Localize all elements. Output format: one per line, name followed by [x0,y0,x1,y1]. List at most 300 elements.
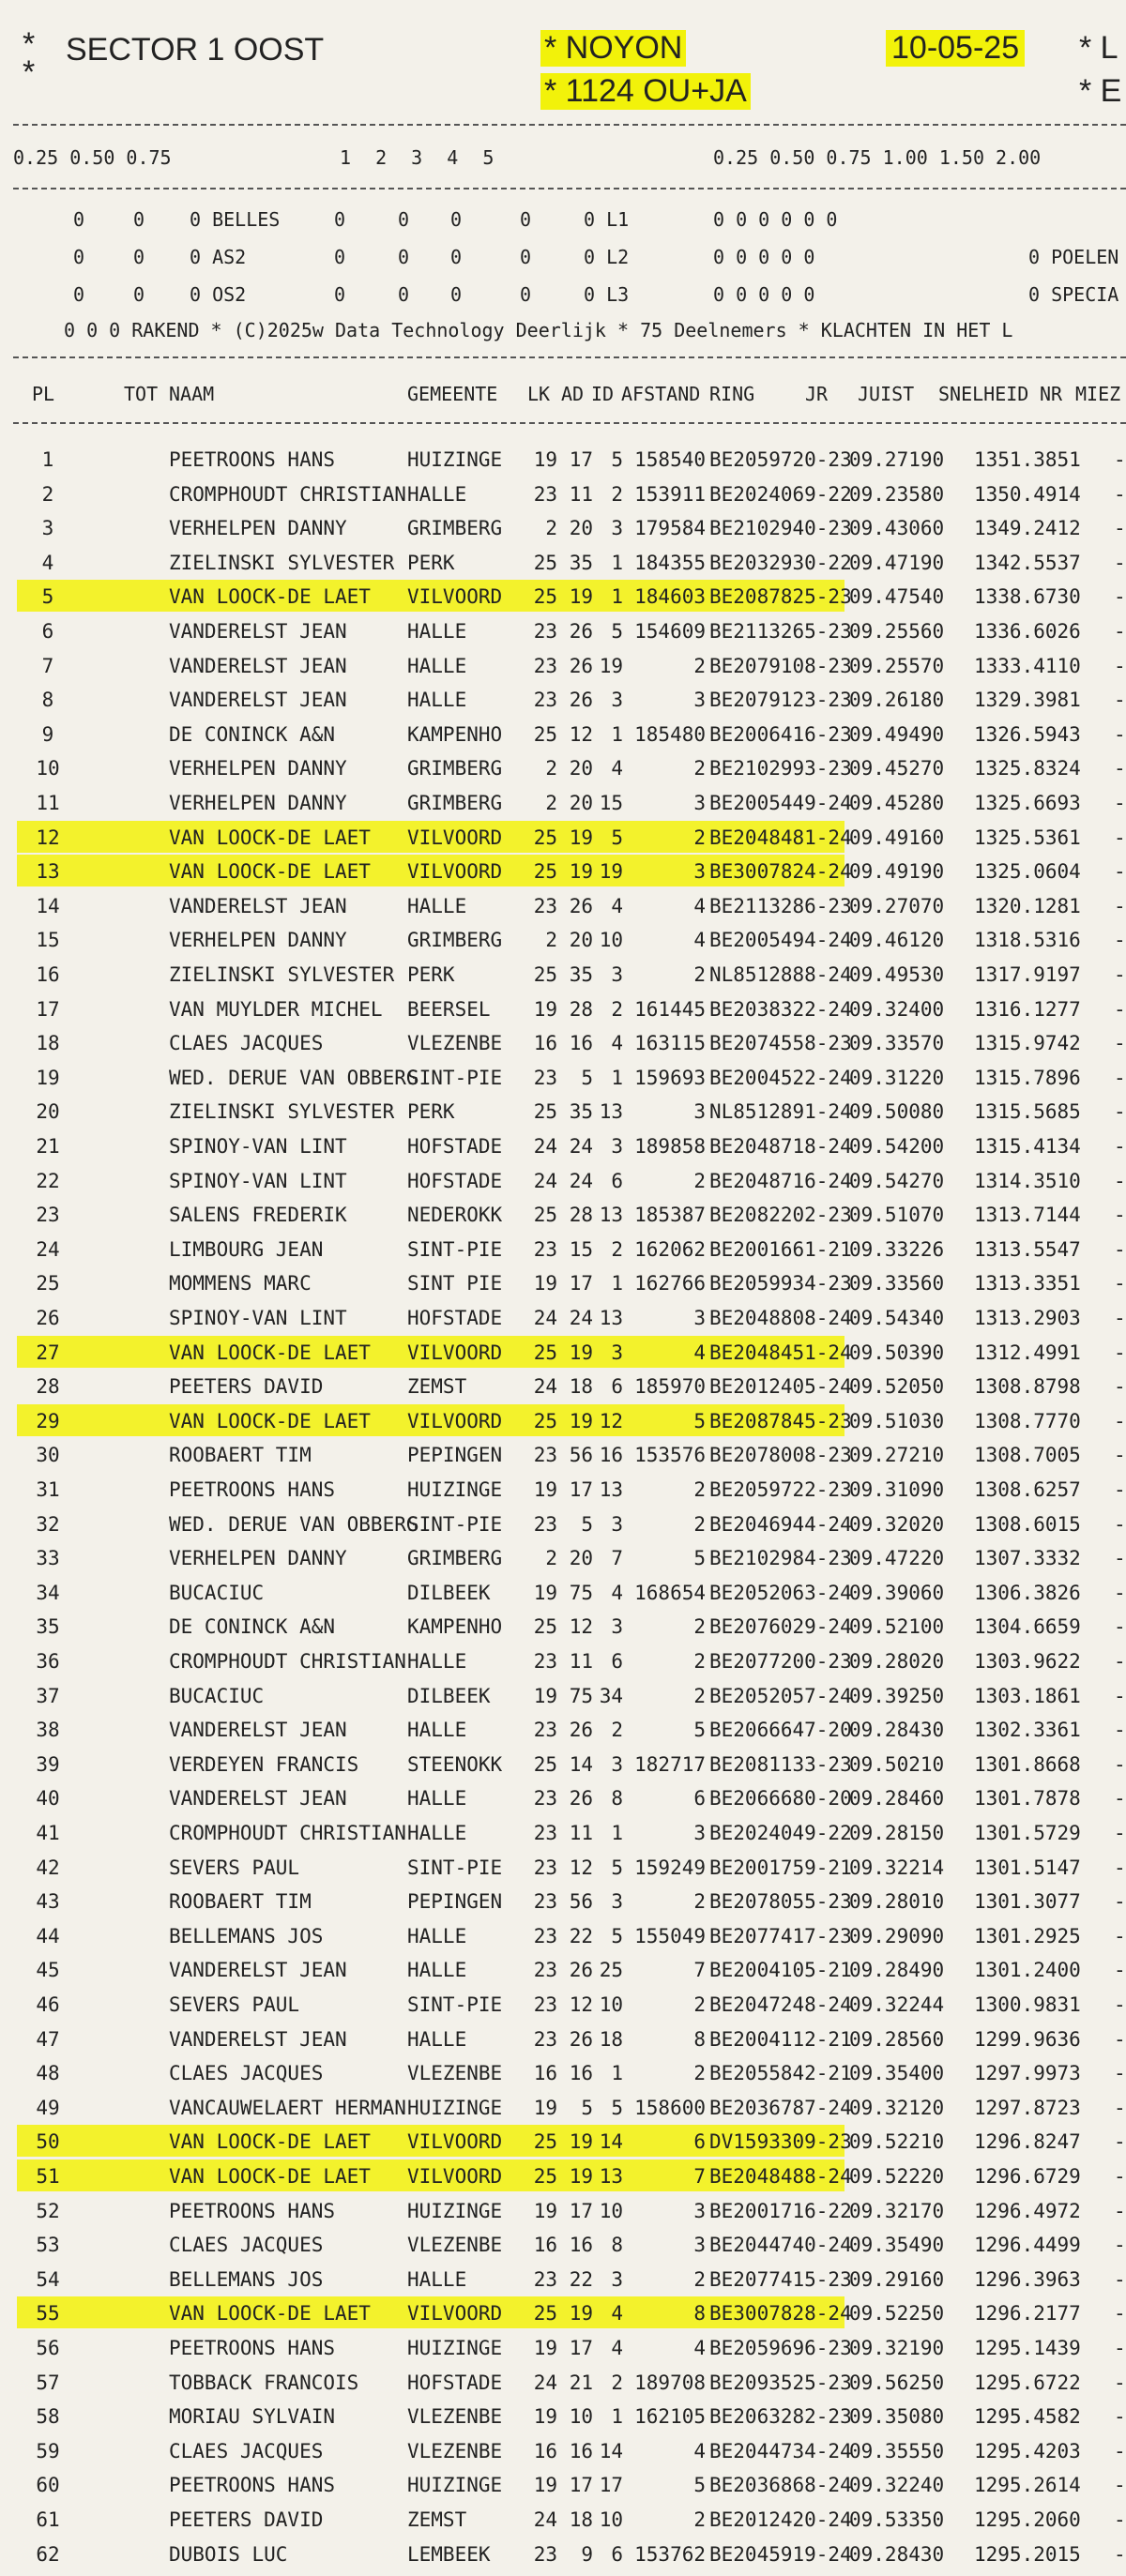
cell-snel: 1313.5547 [974,1237,1081,1261]
cell-gem: HALLE [407,1719,467,1742]
summary-lbl: 0 L2 [584,246,630,268]
cell-gem: HALLE [407,1650,467,1673]
cell-snel: 1351.3851 [974,448,1081,471]
table-row [0,1711,1126,1749]
cell-miez: - [1114,2542,1126,2566]
cell-pl: 34 [36,1581,60,1604]
cell-juist: 09.31090 [849,1478,945,1501]
cell-ad: 26 [569,1959,593,1982]
cell-juist: 09.49160 [849,826,945,849]
table-row [0,1951,1126,1989]
cell-lk: 24 [533,2371,557,2394]
cell-gem: SINT-PIE [407,1856,503,1879]
cell-juist: 09.49490 [849,722,945,746]
cell-ring: BE2048716-24 [709,1169,852,1192]
table-row [0,921,1126,959]
cell-lk: 24 [533,1307,557,1329]
summary-r: 0 0 0 0 0 [713,246,815,268]
cell-gem: DILBEEK [407,1684,491,1707]
cell-ad: 11 [569,1650,593,1673]
cell-miez: - [1114,1547,1126,1570]
cell-ad: 5 [581,2096,593,2119]
cell-ad: 17 [569,1478,593,1501]
cell-lk: 23 [533,482,557,506]
cell-naam: MOMMENS MARC [169,1272,312,1296]
column-header [0,375,1126,413]
cell-snel: 1303.9622 [974,1650,1081,1673]
summary-v3: 0 [450,246,463,268]
cell-snel: 1315.9742 [974,1032,1081,1055]
cell-gem: HALLE [407,620,467,643]
cell-afs: 158600 [634,2096,706,2119]
cell-lk: 19 [533,2199,557,2222]
cell-afs: 184355 [634,551,706,574]
cell-snel: 1303.1861 [974,1684,1081,1707]
cell-ring: BE2055842-21 [709,2062,852,2085]
cell-pl: 30 [36,1444,60,1467]
cell-snel: 1320.1281 [974,894,1081,917]
cell-juist: 09.43060 [849,517,945,540]
cell-miez: - [1114,1822,1126,1844]
cell-miez: - [1114,1169,1126,1192]
cell-ring: NL8512888-24 [709,963,852,986]
cell-miez: - [1114,1615,1126,1639]
cell-miez: - [1114,2165,1126,2188]
cell-afs: 7 [693,1959,706,1982]
cell-ring: BE2001716-22 [709,2199,852,2222]
cell-gem: HOFSTADE [407,2371,503,2394]
cell-pl: 31 [36,1478,60,1501]
cell-naam: CROMPHOUDT CHRISTIAN [169,1822,406,1844]
cell-snel: 1326.5943 [974,722,1081,746]
cell-afs: 4 [693,2439,706,2462]
cell-id: 5 [611,448,623,471]
cell-naam: BUCACIUC [169,1684,265,1707]
cell-snel: 1308.7770 [974,1409,1081,1432]
cell-afs: 6 [693,2130,706,2154]
cell-juist: 09.32170 [849,2199,945,2222]
cell-lk: 23 [533,1719,557,1742]
cell-juist: 09.32214 [849,1856,945,1879]
cell-afs: 8 [693,2027,706,2051]
cell-juist: 09.25560 [849,620,945,643]
cell-gem: GRIMBERG [407,792,503,814]
table-row [0,956,1126,993]
cell-id: 4 [611,894,623,917]
cell-lk: 19 [533,1581,557,1604]
table-row [0,2158,1126,2195]
cell-juist: 09.35400 [849,2062,945,2085]
cell-naam: SPINOY-VAN LINT [169,1169,347,1192]
cell-ring: BE3007828-24 [709,2302,852,2326]
cell-ring: BE2102940-23 [709,517,852,540]
cell-miez: - [1114,1581,1126,1604]
cell-naam: CLAES JACQUES [169,2062,324,2085]
cell-ring: BE2077417-23 [709,1924,852,1947]
cell-lk: 23 [533,1993,557,2016]
cell-id: 1 [611,551,623,574]
cell-id: 19 [599,654,623,677]
cell-lk: 19 [533,2337,557,2359]
cell-pl: 8 [41,689,54,712]
cell-pl: 61 [36,2508,60,2531]
summary-end: 0 POELEN [1028,246,1119,268]
cell-pl: 12 [36,826,60,849]
col-juist: JUIST [858,383,915,405]
header-date: 10-05-25 [886,30,1025,67]
cell-lk: 25 [533,2165,557,2188]
cell-gem: SINT-PIE [407,1512,503,1536]
cell-afs: 162766 [634,1272,706,1296]
cell-snel: 1313.2903 [974,1307,1081,1329]
cell-naam: ZIELINSKI SYLVESTER [169,1100,395,1124]
table-row [0,1814,1126,1852]
table-row [0,2329,1126,2367]
summary-row [0,201,1126,238]
cell-gem: VILVOORD [407,860,503,884]
cell-juist: 09.46120 [849,929,945,952]
cell-snel: 1296.3963 [974,2267,1081,2291]
cell-lk: 25 [533,1341,557,1364]
table-row [0,1402,1126,1440]
table-row [0,2054,1126,2092]
cell-juist: 09.45270 [849,757,945,780]
cell-miez: - [1114,1719,1126,1742]
cell-ring: BE2059720-23 [709,448,852,471]
cell-ad: 19 [569,2130,593,2154]
summary-v4: 0 [520,246,532,268]
cell-miez: - [1114,2062,1126,2085]
cell-lk: 24 [533,1169,557,1192]
cell-afs: 4 [693,929,706,952]
cell-snel: 1295.1439 [974,2337,1081,2359]
cell-lk: 16 [533,2234,557,2257]
cell-gem: GRIMBERG [407,517,503,540]
cell-afs: 3 [693,2199,706,2222]
cell-ad: 17 [569,2199,593,2222]
table-row [0,613,1126,650]
cell-afs: 189708 [634,2371,706,2394]
table-row [0,1883,1126,1920]
cell-juist: 09.31220 [849,1066,945,1089]
table-row [0,1196,1126,1234]
cell-ad: 12 [569,1615,593,1639]
summary-r: 0 0 0 0 0 0 [713,208,838,231]
cell-lk: 23 [533,2267,557,2291]
cell-naam: VERHELPEN DANNY [169,1547,347,1570]
cell-naam: VAN MUYLDER MICHEL [169,997,383,1021]
cell-afs: 2 [693,963,706,986]
cell-lk: 25 [533,1100,557,1124]
cell-afs: 153911 [634,482,706,506]
cell-naam: VAN LOOCK-DE LAET [169,2165,371,2188]
cell-id: 17 [599,2474,623,2497]
cell-gem: DILBEEK [407,1581,491,1604]
cell-afs: 168654 [634,1581,706,1604]
cell-afs: 182717 [634,1752,706,1776]
summary-row [0,238,1126,276]
cell-afs: 2 [693,1890,706,1914]
cell-ring: BE2078008-23 [709,1444,852,1467]
cell-gem: ZEMST [407,2508,467,2531]
cell-pl: 40 [36,1787,60,1811]
rakend-line: 0 0 0 RAKEND * (C)2025w Data Technology Deerlijk * 75 Deelnemers * KLACHTEN IN HET L [64,319,1013,341]
cell-id: 1 [611,2405,623,2429]
cell-pl: 24 [36,1237,60,1261]
table-row [0,2089,1126,2127]
cell-naam: PEETERS DAVID [169,1375,324,1399]
cell-juist: 09.28430 [849,1719,945,1742]
cell-ad: 35 [569,1100,593,1124]
summary-r: 0 0 0 0 0 [713,283,815,306]
cell-naam: ROOBAERT TIM [169,1444,312,1467]
cell-ad: 24 [569,1135,593,1158]
cell-ring: BE2077200-23 [709,1650,852,1673]
cell-lk: 19 [533,1272,557,1296]
col-pl: PL [32,383,55,405]
prize-header-right: 0.25 0.50 0.75 1.00 1.50 2.00 [713,146,1042,169]
cell-ring: BE2048481-24 [709,826,852,849]
cell-snel: 1308.6015 [974,1512,1081,1536]
cell-lk: 25 [533,860,557,884]
cell-pl: 56 [36,2337,60,2359]
col-nr: NR [1040,383,1063,405]
cell-afs: 153576 [634,1444,706,1467]
cell-ring: BE2005449-24 [709,792,852,814]
cell-gem: SINT-PIE [407,1237,503,1261]
cell-miez: - [1114,482,1126,506]
cell-lk: 23 [533,1924,557,1947]
header-title: SECTOR 1 OOST [66,32,325,68]
cell-afs: 6 [693,1787,706,1811]
summary-v4: 0 [520,283,532,306]
cell-gem: HALLE [407,482,467,506]
cell-pl: 19 [36,1066,60,1089]
cell-afs: 161445 [634,997,706,1021]
cell-ad: 18 [569,2508,593,2531]
cell-gem: GRIMBERG [407,1547,503,1570]
cell-ad: 56 [569,1444,593,1467]
table-row [0,1093,1126,1130]
cell-snel: 1315.5685 [974,1100,1081,1124]
cell-pl: 28 [36,1375,60,1399]
cell-ring: BE2081133-23 [709,1752,852,1776]
cell-snel: 1301.7878 [974,1787,1081,1811]
cell-ring: BE2036787-24 [709,2096,852,2119]
cell-snel: 1301.2400 [974,1959,1081,1982]
cell-naam: CLAES JACQUES [169,1032,324,1055]
summary-a: 0 [73,246,85,268]
cell-lk: 19 [533,997,557,1021]
cell-juist: 09.27190 [849,448,945,471]
summary-v2: 0 [398,246,410,268]
header-star: * [23,26,36,62]
cell-gem: HALLE [407,1822,467,1844]
cell-juist: 09.28460 [849,1787,945,1811]
cell-gem: HALLE [407,1787,467,1811]
cell-ring: BE2012405-24 [709,1375,852,1399]
cell-snel: 1317.9197 [974,963,1081,986]
cell-pl: 5 [41,585,54,609]
table-row [0,1471,1126,1508]
cell-miez: - [1114,860,1126,884]
cell-naam: VERHELPEN DANNY [169,929,347,952]
summary-row [0,276,1126,313]
cell-gem: HUIZINGE [407,1478,503,1501]
cell-miez: - [1114,1237,1126,1261]
table-row [0,681,1126,719]
cell-lk: 23 [533,1512,557,1536]
cell-lk: 23 [533,1237,557,1261]
cell-afs: 2 [693,1684,706,1707]
cell-gem: HALLE [407,1959,467,1982]
cell-ring: BE2052063-24 [709,1581,852,1604]
cell-naam: SALENS FREDERIK [169,1204,347,1227]
table-row [0,2021,1126,2058]
cell-ad: 10 [569,2405,593,2429]
table-row [0,2123,1126,2160]
cell-ad: 26 [569,2027,593,2051]
col-ad: AD [561,383,585,405]
cell-miez: - [1114,1752,1126,1776]
cell-pl: 29 [36,1409,60,1432]
summary-v4: 0 [520,208,532,231]
cell-afs: 5 [693,2474,706,2497]
summary-name: 0 BELLES [190,208,281,231]
cell-afs: 2 [693,1650,706,1673]
cell-ad: 19 [569,2165,593,2188]
cell-ad: 22 [569,2267,593,2291]
cell-ad: 12 [569,722,593,746]
cell-miez: - [1114,963,1126,986]
cell-miez: - [1114,1272,1126,1296]
cell-lk: 23 [533,1890,557,1914]
cell-ring: BE2059934-23 [709,1272,852,1296]
cell-afs: 3 [693,860,706,884]
cell-ad: 21 [569,2371,593,2394]
cell-snel: 1300.9831 [974,1993,1081,2016]
cell-snel: 1295.2060 [974,2508,1081,2531]
cell-afs: 5 [693,1719,706,1742]
cell-pl: 21 [36,1135,60,1158]
cell-juist: 09.50390 [849,1341,945,1364]
cell-juist: 09.27070 [849,894,945,917]
cell-id: 13 [599,1307,623,1329]
cell-ring: BE2045919-24 [709,2542,852,2566]
cell-id: 4 [611,2337,623,2359]
table-row [0,1299,1126,1337]
cell-naam: CLAES JACQUES [169,2439,324,2462]
cell-ring: BE2048488-24 [709,2165,852,2188]
cell-snel: 1295.2614 [974,2474,1081,2497]
cell-gem: VLEZENBE [407,2234,503,2257]
table-row [0,991,1126,1028]
cell-gem: PERK [407,963,455,986]
cell-gem: HUIZINGE [407,2096,503,2119]
cell-miez: - [1114,894,1126,917]
cell-ring: BE2012420-24 [709,2508,852,2531]
cell-naam: VAN LOOCK-DE LAET [169,1409,371,1432]
cell-id: 4 [611,2302,623,2326]
cell-id: 13 [599,1100,623,1124]
table-row [0,2295,1126,2332]
cell-ad: 26 [569,1719,593,1742]
table-row [0,853,1126,890]
cell-miez: - [1114,1341,1126,1364]
table-row [0,2536,1126,2573]
cell-lk: 23 [533,2542,557,2566]
cell-miez: - [1114,2027,1126,2051]
cell-gem: ZEMST [407,1375,467,1399]
summary-v3: 0 [450,208,463,231]
cell-gem: VILVOORD [407,1341,503,1364]
cell-lk: 25 [533,963,557,986]
cell-pl: 14 [36,894,60,917]
cell-juist: 09.32240 [849,2474,945,2497]
cell-ring: BE2079108-23 [709,654,852,677]
cell-naam: MORIAU SYLVAIN [169,2405,336,2429]
cell-id: 2 [611,997,623,1021]
cell-lk: 25 [533,1204,557,1227]
cell-naam: VANDERELST JEAN [169,1787,347,1811]
cell-gem: STEENOKK [407,1752,503,1776]
cell-naam: VERHELPEN DANNY [169,757,347,780]
cell-gem: KAMPENHO [407,1615,503,1639]
cell-id: 25 [599,1959,623,1982]
cell-id: 6 [611,1169,623,1192]
cell-pl: 45 [36,1959,60,1982]
cell-id: 3 [611,963,623,986]
cell-miez: - [1114,1924,1126,1947]
cell-juist: 09.35550 [849,2439,945,2462]
cell-gem: NEDEROKK [407,1204,503,1227]
cell-juist: 09.35080 [849,2405,945,2429]
cell-naam: PEETROONS HANS [169,448,336,471]
cell-snel: 1296.2177 [974,2302,1081,2326]
cell-snel: 1313.3351 [974,1272,1081,1296]
header-code: * 1124 OU+JA [540,73,751,110]
cell-ad: 19 [569,826,593,849]
cell-afs: 185480 [634,722,706,746]
prize-header-mid: 1 2 3 4 5 [340,146,495,169]
cell-snel: 1308.7005 [974,1444,1081,1467]
table-row [0,2501,1126,2538]
cell-ad: 35 [569,551,593,574]
cell-naam: VANDERELST JEAN [169,689,347,712]
cell-gem: VLEZENBE [407,2405,503,2429]
cell-id: 3 [611,1135,623,1158]
cell-juist: 09.29160 [849,2267,945,2291]
cell-juist: 09.39250 [849,1684,945,1707]
cell-gem: HUIZINGE [407,2337,503,2359]
cell-snel: 1295.4203 [974,2439,1081,2462]
cell-juist: 09.51070 [849,1204,945,1227]
cell-id: 5 [611,826,623,849]
cell-ring: BE2046944-24 [709,1512,852,1536]
cell-lk: 23 [533,1444,557,1467]
summary-lbl: 0 L3 [584,283,630,306]
cell-afs: 3 [693,2234,706,2257]
cell-pl: 9 [41,722,54,746]
cell-ring: NL8512891-24 [709,1100,852,1124]
cell-lk: 25 [533,2302,557,2326]
cell-gem: HOFSTADE [407,1135,503,1158]
cell-miez: - [1114,1409,1126,1432]
cell-gem: PEPINGEN [407,1444,503,1467]
cell-juist: 09.28150 [849,1822,945,1844]
cell-afs: 159693 [634,1066,706,1089]
cell-afs: 155049 [634,1924,706,1947]
